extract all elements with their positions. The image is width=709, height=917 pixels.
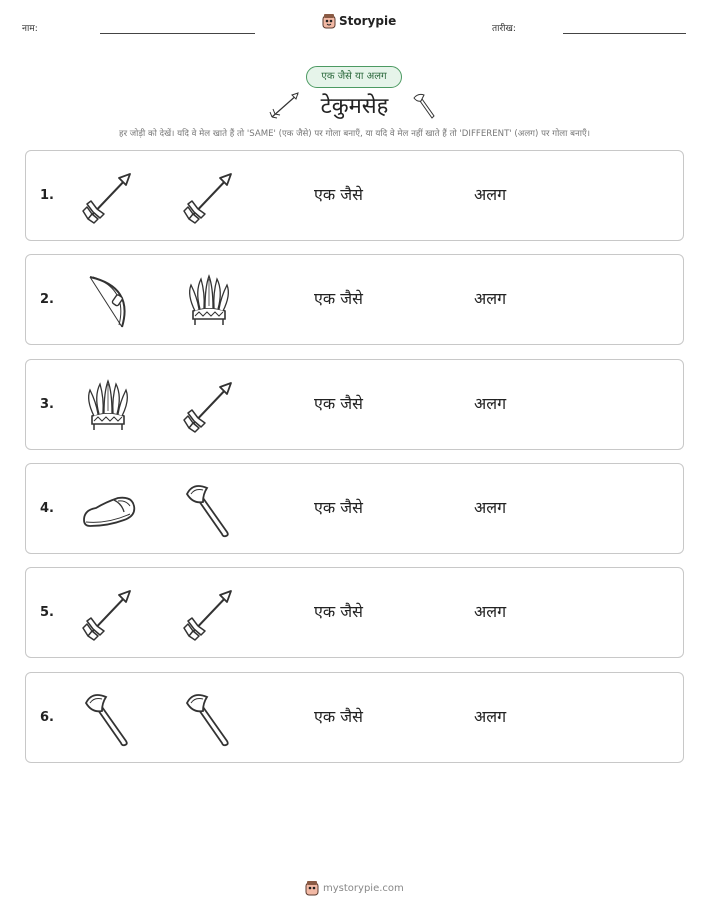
question-row [25,672,684,763]
arrow-icon [78,584,138,644]
question-number: 6. [40,710,54,725]
question-number: 5. [40,605,54,620]
brand-name: Storypie [339,14,397,28]
axe-icon [179,480,239,540]
storypie-mascot-icon [305,880,319,896]
date-label: तारीख: [492,24,516,34]
question-number: 2. [40,292,54,307]
arrow-icon [179,167,239,227]
question-number: 4. [40,501,54,516]
brand-logo [322,13,396,29]
question-row [25,463,684,554]
same-option[interactable]: एक जैसे [314,394,363,413]
arrow-icon [179,376,239,436]
footer [305,880,404,896]
bow-icon [78,271,138,331]
same-option[interactable]: एक जैसे [314,289,363,308]
arrow-icon [179,584,239,644]
instructions: हर जोड़ी को देखें। यदि वे मेल खाते हैं तो 'SAME' (एक जैसे) पर गोला बनाएँ, या यदि वे मेल नहीं खाते हैं तो 'DIFFERENT' (अलग) पर गोला बनाएँ। [119,129,590,139]
storypie-mascot-icon [322,13,336,29]
name-line[interactable] [100,33,255,34]
title-axe-icon [410,92,438,122]
question-row [25,254,684,345]
different-option[interactable]: अलग [474,289,507,308]
page-title: टेकुमसेह [320,94,389,119]
footer-site[interactable]: mystorypie.com [323,882,404,894]
date-line[interactable] [563,33,686,34]
same-option[interactable]: एक जैसे [314,707,363,726]
different-option[interactable]: अलग [474,185,507,204]
different-option[interactable]: अलग [474,498,507,517]
moccasin-icon [78,480,138,540]
worksheet-type-badge: एक जैसे या अलग [306,66,402,88]
headdress-icon [179,271,239,331]
axe-icon [78,689,138,749]
question-row [25,359,684,450]
question-row [25,567,684,658]
axe-icon [179,689,239,749]
arrow-icon [78,167,138,227]
question-number: 3. [40,397,54,412]
question-number: 1. [40,188,54,203]
name-label: नाम: [22,24,38,34]
different-option[interactable]: अलग [474,602,507,621]
different-option[interactable]: अलग [474,394,507,413]
same-option[interactable]: एक जैसे [314,602,363,621]
same-option[interactable]: एक जैसे [314,185,363,204]
same-option[interactable]: एक जैसे [314,498,363,517]
question-row [25,150,684,241]
headdress-icon [78,376,138,436]
different-option[interactable]: अलग [474,707,507,726]
